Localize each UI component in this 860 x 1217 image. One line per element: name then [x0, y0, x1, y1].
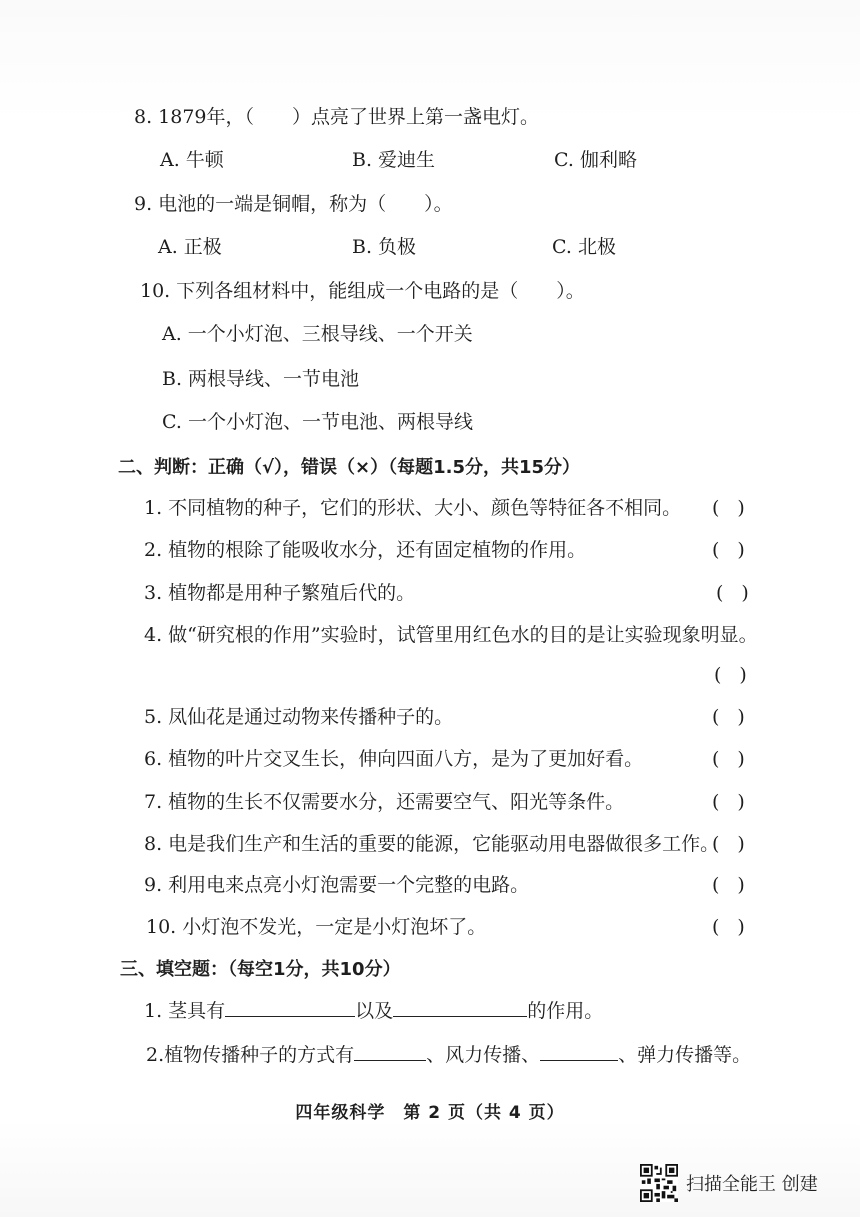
q9-option-a: A. 正极	[158, 236, 222, 258]
scanner-watermark	[640, 1163, 818, 1203]
q9-option-c: C. 北极	[552, 236, 616, 258]
fill-question-2	[146, 1042, 751, 1068]
q8-option-b: B. 爱迪生	[352, 149, 436, 171]
answer-paren-3[interactable]: ()	[716, 582, 767, 604]
answer-paren-4[interactable]: ()	[714, 664, 765, 686]
judge-item-8: 8. 电是我们生产和生活的重要的能源，它能驱动用电器做很多工作。	[144, 833, 720, 855]
answer-paren-2[interactable]: ()	[712, 539, 763, 561]
q10-option-c: C. 一个小灯泡、一节电池、两根导线	[162, 411, 473, 433]
judge-item-6: 6. 植物的叶片交叉生长，伸向四面八方，是为了更加好看。	[144, 748, 644, 770]
judge-item-7: 7. 植物的生长不仅需要水分，还需要空气、阳光等条件。	[144, 791, 625, 813]
answer-paren-5[interactable]: ()	[712, 706, 763, 728]
fill-q1-start: 1. 茎具有	[144, 1000, 226, 1022]
answer-paren-1[interactable]: ()	[712, 497, 763, 519]
answer-paren-7[interactable]: ()	[712, 791, 763, 813]
q8-option-c: C. 伽利略	[554, 149, 637, 171]
answer-paren-8[interactable]: ()	[712, 833, 763, 855]
page-footer: 四年级科学 第 2 页（共 4 页）	[295, 1103, 565, 1123]
answer-paren-9[interactable]: ()	[712, 874, 763, 896]
fill-q2-blank-2[interactable]	[540, 1042, 618, 1061]
judge-item-4: 4. 做“研究根的作用”实验时，试管里用红色水的目的是让实验现象明显。	[144, 624, 758, 646]
question-9: 9. 电池的一端是铜帽，称为（ ）。	[134, 193, 453, 215]
q9-option-b: B. 负极	[352, 236, 417, 258]
judge-item-10: 10. 小灯泡不发光，一定是小灯泡坏了。	[146, 916, 487, 938]
question-8: 8. 1879年，（ ）点亮了世界上第一盏电灯。	[134, 106, 540, 128]
q10-option-b: B. 两根导线、一节电池	[162, 368, 360, 390]
fill-q2-start: 2.植物传播种子的方式有	[146, 1044, 355, 1066]
fill-question-1	[144, 998, 603, 1024]
judge-item-1: 1. 不同植物的种子，它们的形状、大小、颜色等特征各不相同。	[144, 497, 682, 519]
q8-option-a: A. 牛顿	[160, 149, 224, 171]
answer-paren-10[interactable]: ()	[712, 916, 763, 938]
judge-item-5: 5. 凤仙花是通过动物来传播种子的。	[144, 706, 454, 728]
section-fill-heading: 三、填空题：（每空1分，共10分）	[120, 959, 401, 980]
fill-q2-blank-1[interactable]	[354, 1042, 426, 1061]
qr-code-icon	[640, 1164, 678, 1202]
judge-item-2: 2. 植物的根除了能吸收水分，还有固定植物的作用。	[144, 539, 587, 561]
judge-item-3: 3. 植物都是用种子繁殖后代的。	[144, 582, 416, 604]
question-10: 10. 下列各组材料中，能组成一个电路的是（ ）。	[140, 280, 585, 302]
q10-option-a: A. 一个小灯泡、三根导线、一个开关	[162, 323, 473, 345]
answer-paren-6[interactable]: ()	[712, 748, 763, 770]
fill-q2-mid: 、风力传播、	[426, 1044, 541, 1066]
scanner-label: 扫描全能王 创建	[686, 1174, 818, 1195]
fill-q1-blank-1[interactable]	[225, 998, 355, 1017]
fill-q1-mid: 以及	[355, 1000, 394, 1022]
judge-item-9: 9. 利用电来点亮小灯泡需要一个完整的电路。	[144, 874, 530, 896]
fill-q1-blank-2[interactable]	[393, 998, 527, 1017]
section-judge-heading: 二、判断：正确（√），错误（×）（每题1.5分，共15分）	[118, 457, 581, 478]
fill-q1-end: 的作用。	[527, 1000, 604, 1022]
fill-q2-end: 、弹力传播等。	[618, 1044, 752, 1066]
